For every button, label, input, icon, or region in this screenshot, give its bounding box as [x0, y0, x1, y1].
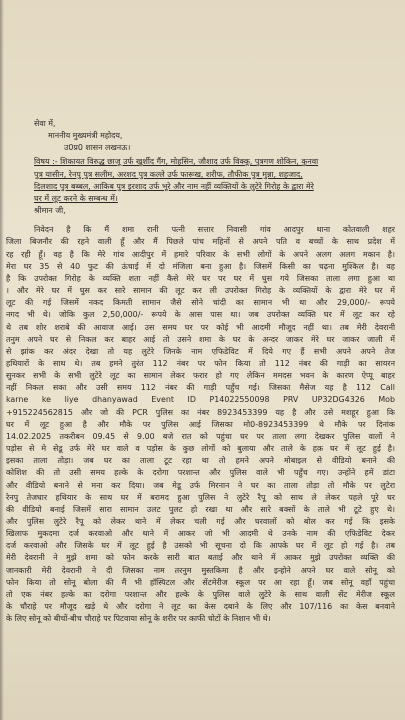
- body-line: सुनकर सभी के सभी लुटेरे लूट का सामान लेकर फरार हो गए लेकिन ममदस भवन के कारण ऐप्पू बाहर: [6, 371, 395, 381]
- subject-line: दिलशाद पुत्र बब्बल, आकिब पुत्र इरशाद उर्फ भूरे और नाम नहीं व्यक्तियों के लुटेरे गिरोह के द्वारा मेरे: [34, 181, 314, 191]
- body-line: दर्ज करवाओ और जिसके घर में लूट हुई है उसको भी सूचना दो कि आपके घर में लूट हो गई है। तब: [6, 541, 395, 551]
- body-line: और वीडियो बनाने से मना कर दिया। जब मेडू उर्फ मिरनान ने घर का ताला तोड़ा तो मौके पर लुटेरा: [6, 480, 395, 490]
- body-line: । और मेरे घर में घुस कर सारे सामान की लूट कर ली उपरोक्त गिरोह के व्यक्तियों के द्वारा मेरे घर में: [6, 286, 395, 296]
- body-line: पड़ोस से मे सेडू उर्फ मेरे घर वाले व पड़ोस के कुछ लोगों को बुलाया और ताले के हक़ घर में लूट हुई है।: [6, 444, 395, 454]
- body-line: की वीडियो बनाई जिसमें सारा सामान उलट पुलट हो रखा था और सारे बक्सों के ताले भी टूटे हुए थे।: [6, 504, 395, 514]
- salutation: श्रीमान जी,: [34, 206, 66, 216]
- body-line: जिला बिजनौर की रहने वाली हूँ और मैं पिछले पांच महिनों से अपने पति व बच्चों के साथ प्रदेश में: [6, 237, 395, 247]
- recipient-office: उ0प्र0 शासन लखनऊ।: [64, 143, 131, 153]
- body-line: और पुलिस लुटेरे रैपू को लेकर थाने में लेकर चली गई और घरवालों को बोल कर गई कि इसके: [6, 517, 395, 526]
- subject-line: घर में लूट करने के सम्बन्ध में।: [34, 193, 118, 203]
- body-line: नहीं निकल सका और उसी समय 112 नंबर की गाड़ी पहुँच गई। जिसका मैसेज यह है 112 Call: [6, 383, 395, 393]
- body-line: हथियारों के साथ थे। तब हमने तुरंत 112 नंबर पर फोन किया तो 112 नंबर की गाड़ी का सायरन: [6, 358, 395, 368]
- body-line: इसका ताला तोड़ा। जब घर का ताला टूट रहा था तो हमने अपने मोबाइल से वीडियो बनाने की: [6, 456, 395, 466]
- recipient-title: माननीय मुख्यमंत्री महोदय,: [48, 131, 123, 141]
- page-shadow: [0, 0, 4, 720]
- body-line: तो एक नंबर हल्के का दरोगा परशान्त और हल्के के पुलिस वाले लुटेरे के साथ वाली सेंट मेरीज स्कूल: [6, 589, 395, 599]
- body-line: कोशिश की तो उसी समय हल्के के दरोगा परशान्त और पुलिस वाले भी पहुँच गए। उन्होंने हमें डांटा: [6, 468, 395, 478]
- body-line: +915224562815 और जो की PCR पुलिस का नंबर 8923453399 यह है और उसे मशहूर हुआ कि: [6, 407, 395, 417]
- body-line: नगद भी थे। जोकि कुल 2,50,000/- रूपये के आस पास था। जब उपरोक्त व्यक्ति घर में लूट कर रहे: [6, 310, 395, 320]
- subject-line: विषय :- शिकायत विरुद्ध छाजू उर्फ खुर्शीद गैंग, मोहसिन, जौशाद उर्फ विक्कू, पुत्रगण शोकिन, कुनवा: [34, 157, 319, 167]
- body-line: मेरा घर 35 से 40 फुट की ऊंचाई में दो मंजिला बना हुआ है। जिसमें किसी का चढ़ना मुश्किल है। वह: [6, 261, 395, 271]
- body-line: के चौराहे पर मौजूद खड़े थे और दरोगा ने लूट का केस दबाने के लिए और 107/116 का केस बनवाने: [6, 602, 395, 612]
- body-line: जानकारी मेरी देवरानी ने दी जिसका नाम तरनुम मुस्तकिमा है और इन्होने अपने घर वाले सोनू को: [6, 565, 395, 575]
- body-line: निवेदन है कि मैं शमा रानी पत्नी सत्तार निवासी गांव आदपुर थाना कोतवाली शहर: [34, 225, 395, 235]
- body-line: है कि उपरोक्त गिरोह के व्यक्ति शता नहीं कैसे मेरे घर पर घर में घुस गये जिसका ताला लगा हुआ था: [6, 273, 395, 283]
- body-line: खिलाफ मुकदमा दर्ज करवाओ और थाने में आकर जो भी आदमी थे उनके नाम की एफिडेविट देकर: [6, 529, 395, 539]
- body-line: karne ke liye dhanyawad Event ID P14022550098 PRV UP32DG4326 Mob: [6, 395, 395, 405]
- body-line: तनुम अपने घर से निकल कर बाहर आई तो उसने शमा के घर के अन्दर जाकर मेरे घर जाकर जाली में: [6, 334, 395, 344]
- body-line: लूट की गई जिसमें नकद किमती सामान जैसे सोने चांदी का सामान भी था और 29,000/- रूपये: [6, 298, 395, 308]
- body-line: रह रही हूँ। वह है कि मेरे गांव आदीपुर में हमारे परिवार के सभी लोगों के अपने अलग अलग मकान है।: [6, 249, 395, 259]
- body-line: फोन किया तो सोनू बोला की मैं भी हॉस्पिटल और सेंटमेरीज स्कूल पर आ रहा हूँ। जब सोनू वहाँ पहुंचा: [6, 577, 395, 587]
- body-line: के लिए सोनू को बीचों-बीच चौराहे पर पिटवाया सोनू के शरीर पर काफी चोटों के निशान भी थे।: [6, 614, 271, 624]
- body-line: 14.02.2025 तकरीबन 09.45 से 9.00 बजे रात को पहुंचा घर पर ताला लगा देखकर पुलिस वालों ने: [6, 431, 395, 441]
- subject-line: पुत्र यासीन, रेनपु पुत्र सलीम, अरशद पुत्र कल्ले उर्फ फारूख, शरीफ, तौफीक पुत्र मुन्ना, शहजाद,: [34, 169, 303, 179]
- body-line: थे तब शोर शराबे की आवाज आई। उस समय घर पर कोई भी आदमी मौजूद नहीं था। तब मेरी देवरानी: [6, 322, 395, 332]
- body-line: रेनपु तेजधार हथियार के साथ घर में बरामद हुआ पुलिस ने लुटेरे रैपू को साथ ले लेकर पहले पूरे घर: [6, 492, 395, 502]
- body-line: घर में लूट हुआ है और मौके पर पुलिस आई जिसका मो0-8923453399 थे मौके पर दिनांक: [6, 419, 395, 429]
- body-line: मेरी देवरानी ने मुझे शमा को फोन करके सारी बात बताई और थाने में आकर मुझे उपरोक्त व्यक्ति की: [6, 553, 395, 563]
- body-line: से झांक कर अंदर देखा तो यह लुटेरे जिनके नाम एफिडेविट में दिये गए हैं सभी अपने अपने तेज: [6, 346, 395, 356]
- to-label: सेवा में,: [34, 119, 56, 128]
